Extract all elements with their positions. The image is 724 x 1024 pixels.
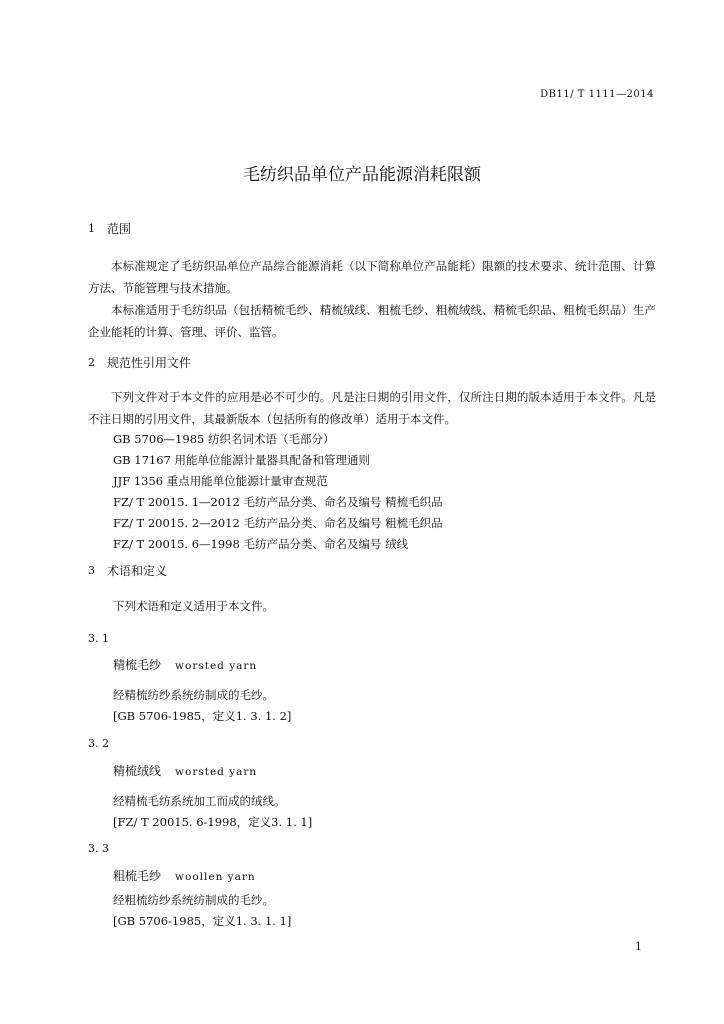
section-1-number: 1 [88,222,95,235]
term-heading [113,867,256,884]
term-definition: 经精梳纺纱系统纺制成的毛纱。 [113,688,274,702]
section-1-heading: 范围 [107,222,132,236]
page-number: 1 [635,940,642,953]
section-2-number: 2 [88,356,95,369]
section-1-paragraph-1: 本标准规定了毛纺织品单位产品综合能源消耗（以下简称单位产品能耗）限额的技术要求、统计范围、计算方法、节能管理与技术措施。 [88,259,656,295]
term-chinese: 精梳绒线 [113,764,162,778]
reference-item: FZ/ T 20015. 6—1998 毛纺产品分类、命名及编号 绒线 [113,537,409,551]
term-heading [113,762,257,779]
reference-item: FZ/ T 20015. 1—2012 毛纺产品分类、命名及编号 精梳毛织品 [113,495,443,509]
term-source: [GB 5706-1985，定义1. 3. 1. 2] [113,709,292,723]
section-2-heading: 规范性引用文件 [107,356,192,370]
reference-item: FZ/ T 20015. 2—2012 毛纺产品分类、命名及编号 粗梳毛织品 [113,516,443,530]
term-definition: 经粗梳纺纱系统纺制成的毛纱。 [113,893,274,907]
term-chinese: 精梳毛纱 [113,658,162,672]
term-number: 3. 2 [88,737,109,750]
term-source: [GB 5706-1985，定义1. 3. 1. 1] [113,914,292,928]
section-3-paragraph-1: 下列术语和定义适用于本文件。 [113,599,274,613]
term-english: worsted yarn [175,766,258,778]
section-1-paragraph-2: 本标准适用于毛纺织品（包括精梳毛纱、精梳绒线、粗梳毛纱、粗梳绒线、精梳毛织品、粗梳毛织品）生产企业能耗的计算、管理、评价、监管。 [88,303,656,339]
term-source: [FZ/ T 20015. 6-1998，定义3. 1. 1] [113,815,313,829]
term-heading [113,656,257,673]
term-chinese: 粗梳毛纱 [113,869,162,883]
reference-item: JJF 1356 重点用能单位能源计量审查规范 [113,474,328,488]
section-2-paragraph-1: 下列文件对于本文件的应用是必不可少的。凡是注日期的引用文件，仅所注日期的版本适用于本文件。凡是不注日期的引用文件，其最新版本（包括所有的修改单）适用于本文件。 [88,390,656,426]
reference-item: GB 17167 用能单位能源计量器具配备和管理通则 [113,453,371,467]
section-3-heading: 术语和定义 [107,564,168,578]
term-english: worsted yarn [175,660,258,672]
standard-number-header: DB11/ T 1111—2014 [540,89,654,100]
reference-item: GB 5706—1985 纺织名词术语（毛部分） [113,432,335,446]
term-number: 3. 1 [88,632,109,645]
document-title: 毛纺织品单位产品能源消耗限额 [243,165,481,185]
term-definition: 经精梳毛纺系统加工而成的绒线。 [113,794,286,808]
term-english: woollen yarn [175,871,256,883]
section-3-number: 3 [88,564,95,577]
term-number: 3. 3 [88,842,109,855]
